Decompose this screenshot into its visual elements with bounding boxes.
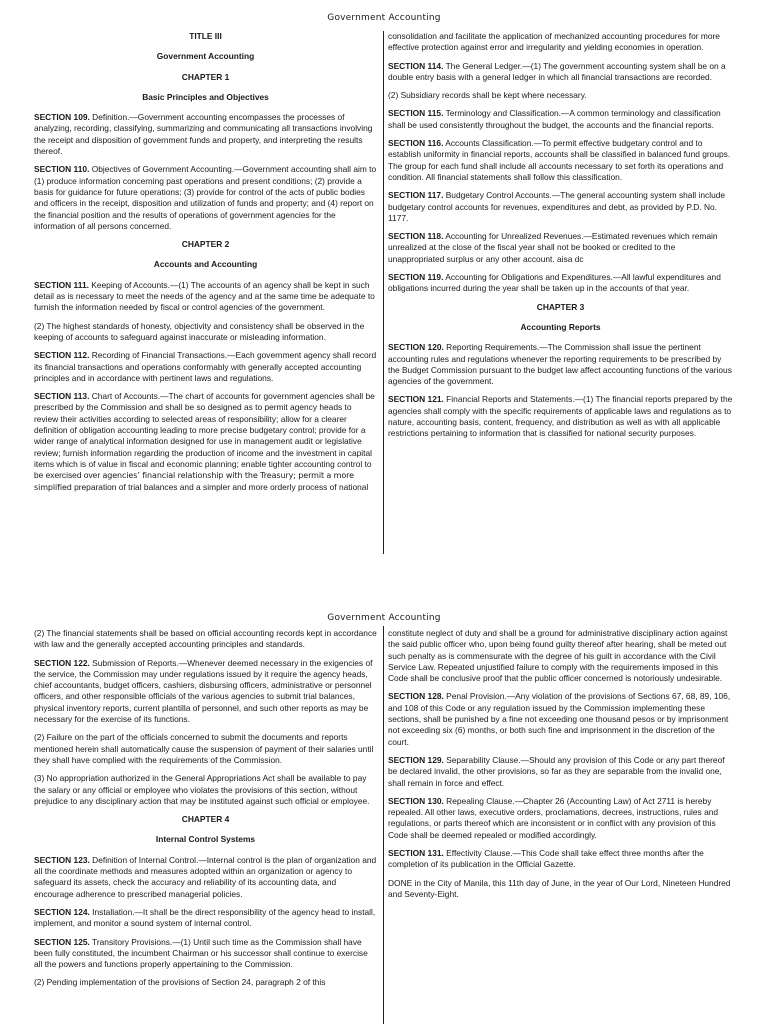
section-text: Transitory Provisions.—(1) Until such time as the Commission shall have been fully constituted, the incumbent Chairman or his successor shall continue to exercise all the powers and functions properly appertaining to the Commission.	[34, 936, 368, 970]
section-text: Financial Reports and Statements.—(1) The financial reports prepared by the agencies shall comply with the specific requirements of applicable laws and regulations as to nature, accounting basis, content, frequency, and distribution as well as with all applicable restrictions pertaining to information that is classified for national security purposes.	[388, 394, 733, 439]
chapter-heading: CHAPTER 4	[181, 814, 230, 825]
section-paragraph	[34, 855, 377, 900]
section-text: Accounting for Unrealized Revenues.—Estimated revenues which remain unrealized at the close of the fiscal year shall not be booked or credited to the unappropriated surplus or any other account. aisa dc	[388, 231, 718, 264]
section-number: SECTION 114.	[388, 60, 444, 71]
section-paragraph	[34, 350, 377, 384]
section-text-alt-font: agencies’ financial relationship with the Treasury; permit a more simplified	[34, 471, 354, 492]
section-number: SECTION 110.	[34, 164, 90, 175]
section-text: Definition.—Government accounting encompasses the processes of analyzing, recording, classifying, summarizing and communicating all transactions involving the receipt and disposition of government funds and property, and interpreting the results thereof.	[34, 112, 373, 157]
section-paragraph	[34, 280, 377, 314]
section-text: Penal Provision.—Any violation of the provisions of Sections 67, 68, 89, 106, and 108 of this Code or any regulation issued by the Commission implementing these sections, shall be punished by a fine not exceeding one thousand pesos or by imprisonment not exceeding six (6) months, or both such fine and imprisonment in the discretion of the court.	[388, 691, 731, 747]
section-number: SECTION 131.	[388, 848, 444, 859]
subsection-paragraph: (2) Subsidiary records shall be kept where necessary.	[388, 90, 587, 101]
section-text: Accounting for Obligations and Expenditures.—All lawful expenditures and obligations incurred during the year shall be taken up in the accounts of that year.	[388, 272, 721, 294]
section-number: SECTION 130.	[388, 795, 444, 806]
section-text: Recording of Financial Transactions.—Each government agency shall record its financial transactions and operations conformably with generally accepted accounting principles and in accordance with pertinent laws and regulations.	[34, 350, 377, 383]
section-number: SECTION 111.	[34, 279, 89, 290]
section-paragraph	[388, 272, 733, 295]
section-number: SECTION 115.	[388, 108, 444, 119]
section-paragraph	[34, 391, 377, 493]
section-paragraph	[388, 796, 733, 841]
subsection-paragraph: (3) No appropriation authorized in the General Appropriations Act shall be available to pay the salary or any official or employee who violates the provisions of this section, without prejudice to any disciplinary action that may be instituted against such official or employee.	[34, 773, 370, 806]
title-name: Government Accounting	[156, 51, 255, 62]
section-paragraph	[388, 848, 733, 871]
subsection-paragraph: (2) Pending implementation of the provisions of Section 24, paragraph 2 of this	[34, 977, 326, 988]
chapter-heading: CHAPTER 2	[181, 239, 230, 250]
section-text: Keeping of Accounts.—(1) The accounts of an agency shall be kept in such detail as is necessary to meet the needs of the agency and at the same time be adequate to furnish the information needed by fiscal or control agencies of the government.	[34, 279, 375, 313]
section-text: Installation.—It shall be the direct responsibility of the agency head to install, implement, and monitor a sound system of internal control.	[34, 906, 376, 929]
section-text: Reporting Requirements.—The Commission shall issue the pertinent accounting rules and regulations whenever the reporting requirements to be prescribed by the Budget Commission pursuant to the budget law affect accounting functions of the various agencies of the government.	[388, 342, 732, 387]
section-number: SECTION 121.	[388, 394, 444, 405]
section-paragraph	[388, 755, 733, 789]
section-text: preparation of trial balances and a simpler and more orderly process of national	[71, 481, 369, 492]
section-paragraph	[388, 108, 733, 131]
section-paragraph	[34, 164, 377, 232]
section-text: Definition of Internal Control.—Internal control is the plan of organization and all the coordinate methods and measures adopted within an organization or agency to safeguard its assets, check the accuracy and reliability of its accounting data, and encourage adherence to prescribed managerial policies.	[34, 854, 377, 899]
subsection-paragraph: (2) Failure on the part of the officials concerned to submit the documents and reports mentioned herein shall automatically cause the suspension of payment of their salaries until they shall have complied with the requirements of the Commission.	[34, 732, 374, 765]
section-number: SECTION 119.	[388, 272, 444, 283]
section-number: SECTION 128.	[388, 691, 444, 702]
column-divider	[383, 31, 384, 554]
section-paragraph	[34, 937, 377, 971]
chapter-heading: CHAPTER 3	[536, 301, 585, 312]
chapter-heading: CHAPTER 1	[181, 71, 230, 82]
section-paragraph	[388, 342, 733, 387]
section-text: Submission of Reports.—Whenever deemed necessary in the exigencies of the service, the Commission may under regulations issued by it require the agency heads, chief accountants, budget officers, cashiers, disbursing officers, administrative or personnel officers, and other responsible officials of the various agencies to submit trial balances, physical inventory reports, current plantilla of personnel, and such other reports as may be necessary for the exercise of its functions.	[34, 657, 373, 725]
signoff-paragraph: DONE in the City of Manila, this 11th day of June, in the year of Our Lord, Nineteen Hundred and Seventy-Eight.	[388, 877, 731, 899]
column-divider	[383, 626, 384, 1024]
running-header: Government Accounting	[327, 613, 441, 623]
page1-left-column	[34, 31, 377, 500]
subsection-paragraph: (2) The highest standards of honesty, objectivity and consistency shall be observed in the keeping of accounts to safeguard against inaccurate or misleading information.	[34, 320, 365, 342]
section-number: SECTION 123.	[34, 854, 90, 865]
chapter-title: Basic Principles and Objectives	[142, 91, 269, 102]
section-text: Objectives of Government Accounting.—Government accounting shall aim to (1) produce information concerning past operations and present conditions; (2) provide a basis for guidance for future operations; (3) provide for control of the acts of public bodies and officers in the receipt, disposition and utilization of funds and property; and (4) report on the financial position and the results of operations of government agencies for the information of all persons concerned.	[34, 164, 377, 231]
section-text: Accounts Classification.—To permit effective budgetary control and to establish uniformity in financial reports, accounts shall be classified in balanced fund groups. The group for each fund shall include all accounts necessary to set forth its operations and condition. All financial statements shall follow this classification.	[388, 138, 731, 182]
section-text: Effectivity Clause.—This Code shall take effect three months after the completion of its publication in the Official Gazette.	[388, 848, 704, 870]
section-number: SECTION 125.	[34, 936, 90, 947]
title-heading: TITLE III	[189, 31, 222, 41]
section-text: Chart of Accounts.—The chart of accounts for government agencies shall be prescribed by the Commission and shall be so designed as to permit agency heads to review their activities according to selected areas of responsibility; allow for a clearer definition of obligation accounting leading to more precise budgetary control; provide for a wider range of analytical information designed for use in management audit or legislative review; furnish information regarding the production of income and the investment in capital items which is of value in fiscal and economic planning; enable tighter accounting control to be exercised over	[34, 391, 375, 481]
page1-right-column	[388, 31, 733, 447]
section-number: SECTION 109.	[34, 112, 90, 123]
section-number: SECTION 117.	[388, 190, 444, 201]
section-paragraph	[388, 190, 733, 224]
page2-left-column	[34, 628, 377, 996]
continued-paragraph: consolidation and facilitate the application of mechanized accounting procedures for more effective protection against error and irregularity and yielding economies in operation.	[388, 31, 720, 53]
section-number: SECTION 122.	[34, 657, 90, 668]
running-header: Government Accounting	[327, 13, 441, 23]
section-paragraph	[388, 691, 733, 747]
section-text: The General Ledger.—(1) The government accounting system shall be on a double entry basis with a general ledger in which all financial transactions are recorded.	[388, 60, 726, 82]
subsection-paragraph: (2) The financial statements shall be based on official accounting records kept in accordance with law and the generally accepted accounting principles and standards.	[34, 628, 377, 650]
section-paragraph	[34, 112, 377, 157]
section-number: SECTION 113.	[34, 391, 90, 402]
continued-paragraph: constitute neglect of duty and shall be a ground for administrative disciplinary action against the said public officer who, upon being found guilty thereof after hearing, shall be meted out such penalty as is commensurate with the degree of his guilt in accordance with the Civil Service Law. Repeated unjustified failure to comply with the requirements imposed in this Code shall be conclusive proof that the public officer concerned is notoriously undesirable.	[388, 628, 728, 684]
section-paragraph	[388, 394, 733, 439]
section-paragraph	[34, 907, 377, 930]
section-paragraph	[388, 138, 733, 183]
section-number: SECTION 120.	[388, 342, 444, 353]
chapter-title: Accounts and Accounting	[153, 259, 258, 270]
section-text: Budgetary Control Accounts.—The general accounting system shall include budgetary control accounts for revenues, expenditures and debt, as provided by P.D. No. 1177.	[388, 190, 726, 223]
chapter-title: Internal Control Systems	[155, 834, 256, 845]
section-text: Terminology and Classification.—A common terminology and classification shall be used consistently throughout the budget, the accounts and the financial reports.	[388, 108, 721, 130]
chapter-title: Accounting Reports	[520, 321, 601, 332]
section-number: SECTION 129.	[388, 754, 444, 765]
section-number: SECTION 112.	[34, 350, 90, 361]
section-number: SECTION 116.	[388, 138, 444, 149]
section-paragraph	[388, 61, 733, 84]
section-text: Repealing Clause.—Chapter 26 (Accounting Law) of Act 2711 is hereby repealed. All other laws, executive orders, proclamations, decrees, instructions, rules and regulations, or parts thereof which are inconsistent or in conflict with any provision of this Code shall be deemed repealed or modified accordingly.	[388, 795, 719, 840]
section-paragraph	[388, 231, 733, 265]
section-paragraph	[34, 658, 377, 726]
page2-right-column	[388, 628, 733, 907]
document-page-2	[0, 600, 768, 1024]
section-number: SECTION 118.	[388, 231, 444, 242]
section-text: Separability Clause.—Should any provision of this Code or any part thereof be declared invalid, the other provisions, so far as they are separable from the invalid one, shall remain in force and effect.	[388, 754, 725, 788]
section-number: SECTION 124.	[34, 906, 90, 917]
